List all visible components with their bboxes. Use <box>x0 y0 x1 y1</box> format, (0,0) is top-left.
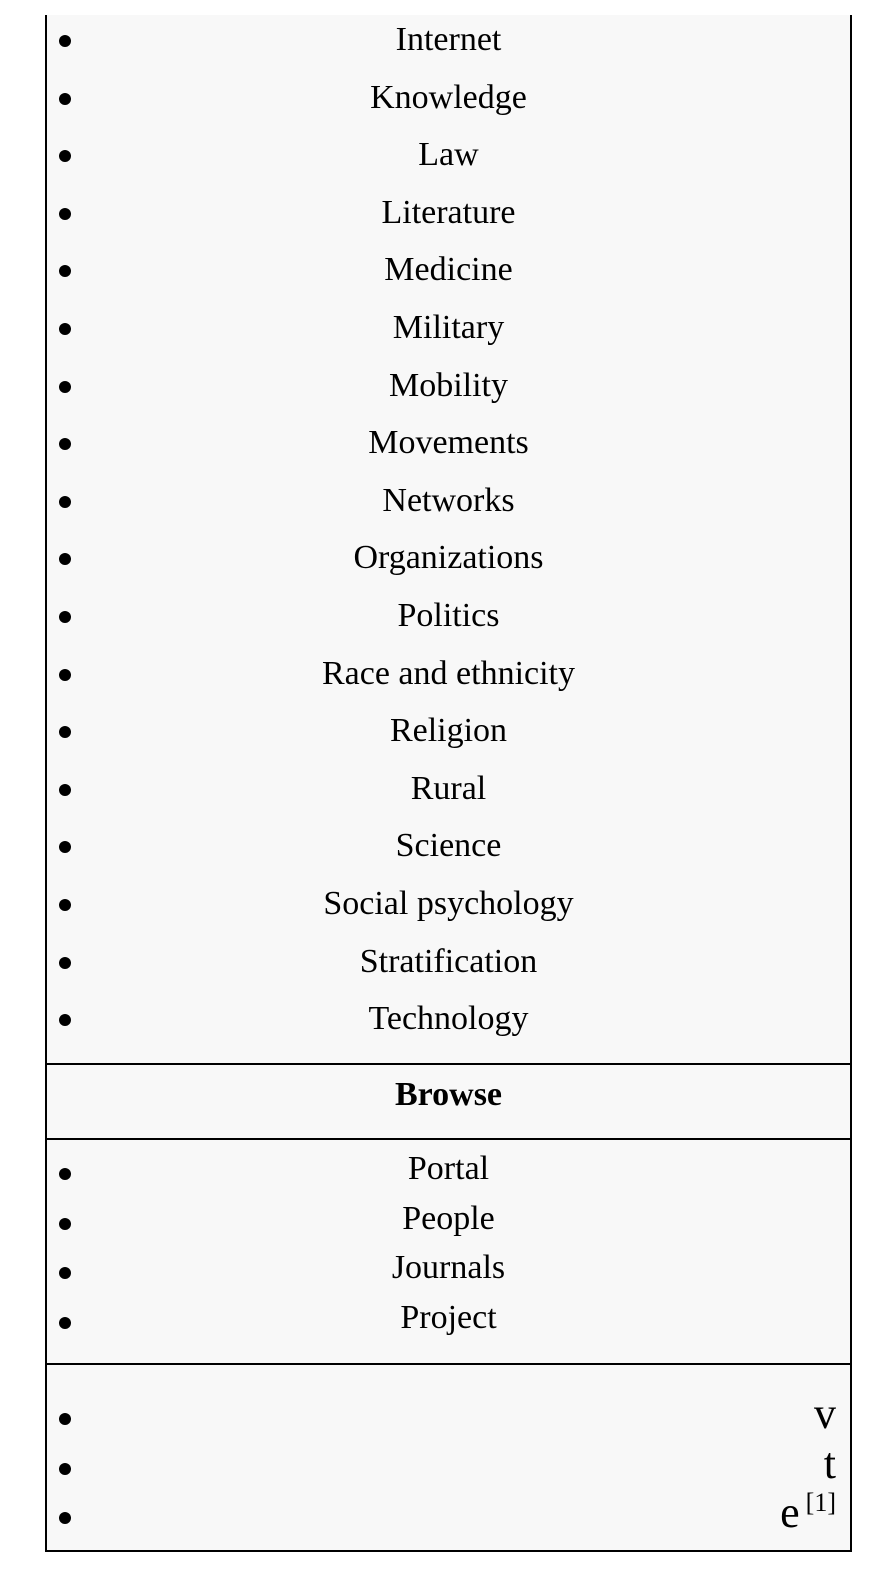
topic-link-knowledge[interactable]: Knowledge <box>370 78 527 116</box>
list-item <box>47 1293 850 1343</box>
list-item <box>47 476 850 534</box>
topic-link-mobility[interactable]: Mobility <box>388 366 509 404</box>
bullet-icon <box>59 726 71 738</box>
list-item <box>47 706 850 764</box>
topic-link-movements[interactable]: Movements <box>368 424 529 462</box>
bullet-icon <box>59 208 71 220</box>
list-item <box>47 879 850 937</box>
list-item <box>47 1144 850 1194</box>
list-item <box>47 188 850 246</box>
bullet-icon <box>59 93 71 105</box>
topic-link-stratification[interactable]: Stratification <box>359 942 538 980</box>
bullet-icon <box>59 1267 71 1279</box>
list-item <box>47 73 850 131</box>
topic-link-law[interactable]: Law <box>418 136 479 174</box>
browse-link-portal[interactable]: Portal <box>407 1150 490 1187</box>
list-item <box>47 15 850 73</box>
list-item <box>47 1389 850 1439</box>
bullet-icon <box>59 1317 71 1329</box>
topic-link-internet[interactable]: Internet <box>395 21 502 58</box>
bullet-icon <box>59 381 71 393</box>
bullet-icon <box>59 957 71 969</box>
list-item <box>47 245 850 303</box>
bullet-icon <box>59 784 71 796</box>
bullet-icon <box>59 150 71 162</box>
bullet-icon <box>59 1413 71 1425</box>
list-item <box>47 1194 850 1244</box>
talk-template-link[interactable]: t <box>823 1438 836 1488</box>
navbox <box>45 15 852 1552</box>
list-item <box>47 591 850 649</box>
browse-link-people[interactable]: People <box>402 1199 495 1237</box>
browse-heading: Browse <box>47 1063 850 1138</box>
bullet-icon <box>59 1168 71 1180</box>
bullet-icon <box>59 265 71 277</box>
bullet-icon <box>59 323 71 335</box>
list-item <box>47 418 850 476</box>
list-item <box>47 764 850 822</box>
browse-list <box>47 1144 850 1342</box>
bullet-icon <box>59 1463 71 1475</box>
topic-link-social-psychology[interactable]: Social psychology <box>323 884 574 922</box>
browse-link-project[interactable]: Project <box>400 1298 497 1336</box>
bullet-icon <box>59 1014 71 1026</box>
list-item <box>47 130 850 188</box>
topic-link-religion[interactable]: Religion <box>389 712 508 750</box>
list-item <box>47 821 850 879</box>
list-item <box>47 1439 850 1489</box>
topic-link-science[interactable]: Science <box>395 827 502 865</box>
topic-link-politics[interactable]: Politics <box>397 596 500 634</box>
bullet-icon <box>59 35 71 47</box>
topic-link-technology[interactable]: Technology <box>368 1000 529 1038</box>
browse-link-journals[interactable]: Journals <box>391 1249 506 1286</box>
footnote-reference[interactable]: [1] <box>805 1488 836 1517</box>
vte-section <box>47 1363 850 1550</box>
browse-section <box>47 1138 850 1363</box>
topic-link-military[interactable]: Military <box>392 308 505 346</box>
list-item <box>47 1243 850 1293</box>
list-item <box>47 994 850 1052</box>
bullet-icon <box>59 1218 71 1230</box>
topics-section <box>47 15 850 1063</box>
topic-link-medicine[interactable]: Medicine <box>384 251 513 289</box>
list-item <box>47 1488 850 1538</box>
bullet-icon <box>59 669 71 681</box>
list-item <box>47 649 850 707</box>
bullet-icon <box>59 611 71 623</box>
topic-link-literature[interactable]: Literature <box>381 193 516 231</box>
list-item <box>47 533 850 591</box>
topic-link-organizations[interactable]: Organizations <box>353 539 544 577</box>
bullet-icon <box>59 899 71 911</box>
edit-template-link[interactable]: e <box>780 1488 800 1537</box>
bullet-icon <box>59 553 71 565</box>
list-item <box>47 303 850 361</box>
bullet-icon <box>59 1512 71 1524</box>
list-item <box>47 937 850 995</box>
bullet-icon <box>59 438 71 450</box>
topic-link-networks[interactable]: Networks <box>382 481 515 519</box>
bullet-icon <box>59 841 71 853</box>
topic-link-race-and-ethnicity[interactable]: Race and ethnicity <box>321 654 575 692</box>
vte-list <box>47 1389 850 1538</box>
topic-link-rural[interactable]: Rural <box>410 769 487 807</box>
bullet-icon <box>59 496 71 508</box>
view-template-link[interactable]: v <box>814 1389 836 1438</box>
topics-list <box>47 15 850 1052</box>
list-item <box>47 361 850 419</box>
